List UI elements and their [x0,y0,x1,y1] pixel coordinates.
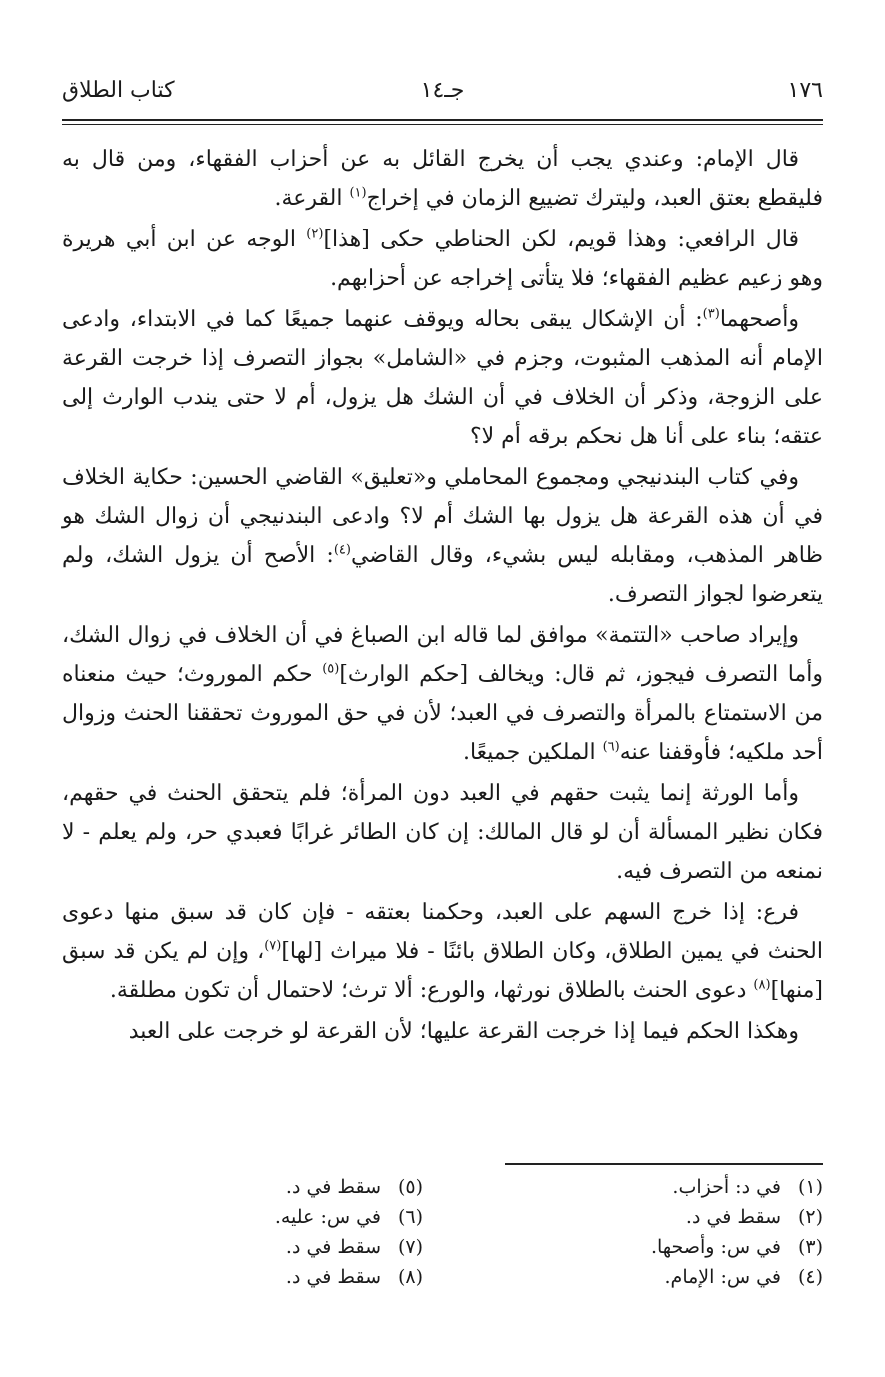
footnote-ref[interactable]: (٤) [333,542,351,558]
page-number: ١٧٦ [787,78,823,103]
header-rule-thin [62,124,823,125]
footnote-item: (٣)في س: وأصحها. [650,1236,823,1258]
footnote-ref[interactable]: (٨) [753,977,771,993]
footnote-item: (٦)في س: عليه. [274,1206,423,1228]
footnote-separator [505,1163,823,1165]
page-header [62,78,823,114]
footnote-item: (٤)في س: الإمام. [664,1266,823,1288]
volume-label: جـ١٤ [420,78,465,103]
footnote-ref[interactable]: (١) [349,185,367,201]
footnote-ref[interactable]: (٧) [264,938,282,954]
paragraph-5: وإيراد صاحب «التتمة» موافق لما قاله ابن الصباغ في أن الخلاف في زوال الشك، وأما التصرف فيجوز، ثم قال: ويخالف [حكم الوارث]$^{(٥)}$ حكم الموروث؛ حيث منعناه من الاستمتاع بالمرأة والتصرف في العبد؛ لأن في حق الموروث تحققنا الحنث وزوال أحد ملكيه؛ فأوقفنا عنه$^{(٦)}$ الملكين جميعًا. [62,623,823,765]
footnote-item: (٨)سقط في د. [285,1266,423,1288]
footnote-item: (٥)سقط في د. [285,1176,423,1198]
paragraph-3: وأصحهما$^{(٣)}$: أن الإشكال يبقى بحاله ويوقف عنهما جميعًا كما في الابتداء، وادعى الإمام أنه المذهب المثبوت، وجزم في «الشامل» بجواز التصرف إذا خرجت القرعة على الزوجة، وذكر أن الخلاف في أن الشك هل يزول، أم لا حتى يندب الوارث إلى عتقه؛ بناء على أنا هل نحكم برقه أم لا؟ [62,306,823,449]
footnote-ref[interactable]: (٣) [702,306,720,322]
footnote-ref[interactable]: (٢) [306,226,324,242]
footnote-ref[interactable]: (٦) [602,739,620,755]
header-rule-thick [62,119,823,121]
footnote-item: (٢)سقط في د. [685,1206,823,1228]
paragraph-1: قال الإمام: وعندي يجب أن يخرج القائل به عن أحزاب الفقهاء، ومن قال به فليقطع بعتق العبد، وليترك تضييع الزمان في إخراج$^{(١)}$ القرعة. [62,147,823,211]
main-text [62,140,823,1053]
paragraph-4: وفي كتاب البندنيجي ومجموع المحاملي و«تعليق» القاضي الحسين: حكاية الخلاف في أن هذه القرعة هل يزول بها الشك أم لا؟ وادعى البندنيجي أن زوال الشك هو ظاهر المذهب، ومقابله ليس بشيء، وقال القاضي$^{(٤)}$: الأصح أن يزول الشك، ولم يتعرضوا لجواز التصرف. [62,465,824,607]
paragraph-2: قال الرافعي: وهذا قويم، لكن الحناطي حكى [هذا]$^{(٢)}$ الوجه عن ابن أبي هريرة وهو زعيم عظيم الفقهاء؛ فلا يتأتى إخراجه عن أحزابهم. [62,226,823,291]
footnote-item: (٧)سقط في د. [285,1236,423,1258]
footnote-column-left [93,1172,423,1292]
paragraph-7: فرع: إذا خرج السهم على العبد، وحكمنا بعتقه - فإن كان قد سبق منها دعوى الحنث في يمين الطلاق، وكان الطلاق بائنًا - فلا ميراث [لها]$^{(٧)}$، وإن لم يكن قد سبق [منها]$^{(٨)}$ دعوى الحنث بالطلاق نورثها، والورع: ألا ترث؛ لاحتمال أن تكون مطلقة. [62,900,823,1003]
book-title: كتاب الطلاق [62,78,175,103]
paragraph-8: وهكذا الحكم فيما إذا خرجت القرعة عليها؛ لأن القرعة لو خرجت على العبد [128,1019,799,1044]
footnote-item: (١)في د: أحزاب. [672,1176,823,1198]
paragraph-6: وأما الورثة إنما يثبت حقهم في العبد دون المرأة؛ فلم يتحقق الحنث في حقهم، فكان نظير المسألة أن لو قال المالك: إن كان الطائر غرابًا فعبدي حر، ولم يعلم - لا نمنعه من التصرف فيه. [62,781,823,884]
footnote-ref[interactable]: (٥) [322,661,340,677]
footnote-column-right [493,1172,823,1292]
